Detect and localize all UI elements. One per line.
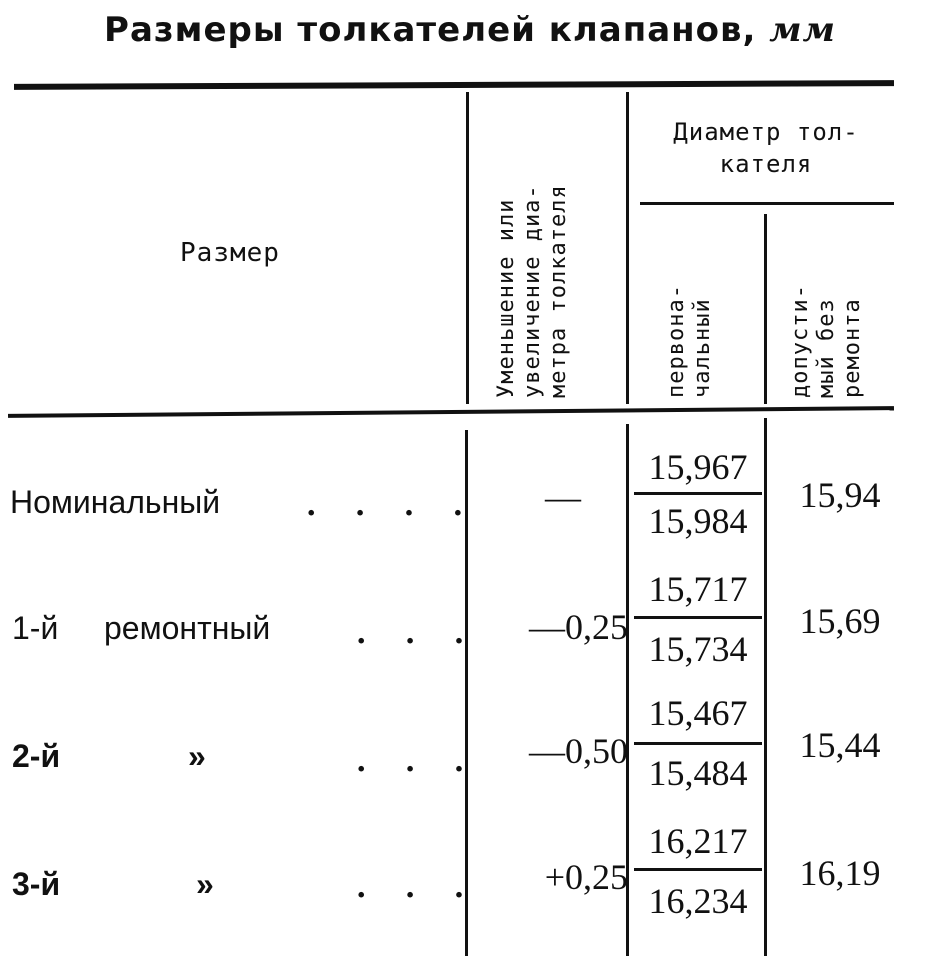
- row-original-min: 16,217: [648, 821, 748, 861]
- diameter-subheader-rule: [640, 202, 894, 205]
- row-label-repair-1: 1-й: [12, 610, 59, 646]
- body-divider-right: [764, 418, 767, 956]
- fraction-bar: [634, 742, 762, 745]
- row-permissible: 15,94: [799, 475, 881, 515]
- row-original-max: 16,234: [648, 881, 748, 921]
- header-diameter: [632, 116, 900, 180]
- header-divider-left: [466, 92, 469, 404]
- table-title-unit: мм: [769, 10, 836, 50]
- header-permissible: допусти- мый без ремонта: [788, 284, 865, 398]
- table-title-text: Размеры толкателей клапанов,: [104, 10, 757, 50]
- row-dots: . . . .: [306, 488, 478, 523]
- fraction-bar: [634, 868, 762, 871]
- row-original-min: 15,967: [648, 447, 748, 487]
- row-original-max: 15,984: [648, 501, 748, 541]
- header-original: первона- чальный: [664, 284, 715, 398]
- header-diameter-text: Диаметр тол- кателя: [673, 118, 859, 178]
- header-change: Уменьшение или увеличение диа- метра толкателя: [494, 184, 571, 398]
- row-permissible: 16,19: [799, 853, 881, 893]
- row-original-min: 15,717: [648, 569, 748, 609]
- table-title: [0, 10, 940, 50]
- row-dots: . . .: [356, 870, 479, 905]
- row-dots: . . .: [356, 744, 479, 779]
- fraction-bar: [634, 616, 762, 619]
- header-divider-right: [764, 214, 767, 404]
- top-rule: [14, 80, 894, 90]
- header-size: Размер: [180, 238, 280, 268]
- header-bottom-rule: [8, 406, 894, 418]
- row-dots: . . .: [356, 616, 479, 651]
- row-label-ditto: »: [188, 738, 206, 774]
- row-change: —0,50: [529, 731, 628, 771]
- fraction-bar: [634, 492, 762, 495]
- row-label-repair-3: 3-й: [12, 866, 61, 902]
- row-label-ditto: »: [196, 866, 214, 902]
- row-label-repair-2: 2-й: [12, 738, 61, 774]
- header-divider-mid: [626, 92, 629, 404]
- row-label-repair-1-word: ремонтный: [104, 610, 271, 646]
- row-change: +0,25: [544, 857, 628, 897]
- row-permissible: 15,44: [799, 725, 881, 765]
- row-change: —: [545, 477, 581, 517]
- row-original-max: 15,734: [648, 629, 748, 669]
- row-original-min: 15,467: [648, 693, 748, 733]
- row-label-nominal: Номинальный: [10, 484, 221, 520]
- row-permissible: 15,69: [799, 601, 881, 641]
- row-original-max: 15,484: [648, 753, 748, 793]
- row-change: —0,25: [529, 607, 628, 647]
